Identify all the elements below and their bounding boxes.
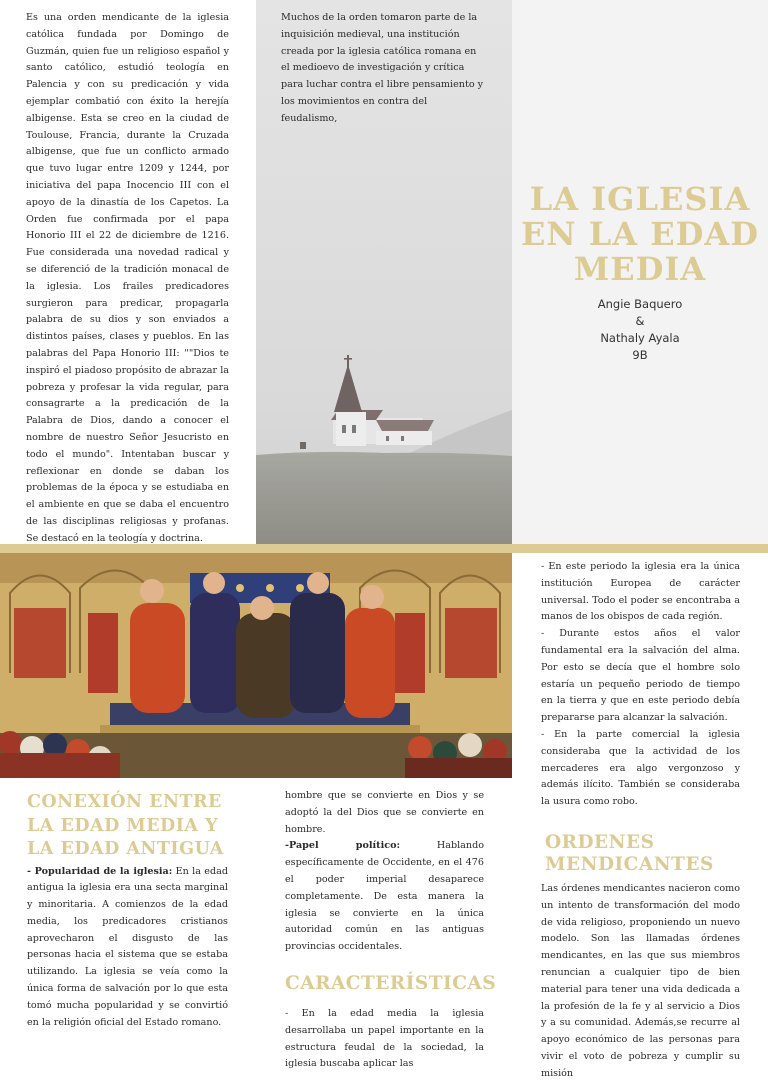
title-line-1: LA IGLESIA <box>529 180 751 218</box>
intro-column <box>0 0 256 544</box>
dominicans-paragraph: Es una orden mendicante de la iglesia católica fundada por Domingo de Guzmán, quien fue un religioso español y santo católico, estudió teología en Palencia y con su predicación y vida ejemplar combatió con éxito la herejía albigense. Esta se creo en la ciudad de Toulouse, Francia, durante la Cruzada albigense, que fue un conflicto armado que tuvo lugar entre 1209 y 1244, por iniciativa del papa Inocencio III con el apoyo de la dinastía de los Capetos. La Orden fue confirmada por el papa Honorio III el 22 de diciembre de 1216. Fue considerada una novedad radical y se diferenció de la tradición monacal de la iglesia. Los frailes predicadores surgieron para predicar, propagarla palabra de su dios y son enviados a distintos países, clases y pueblos. En las palabras del Papa Honorio III: ""Dios te inspiró el piadoso propósito de abrazar la pobreza y profesar la vida regular, para consagrarte a la predicación de la Palabra de Dios, dando a conocer el nombre de nuestro Señor Jesucristo en todo el mundo". Intentaban buscar y reflexionar en donde se daban los problemas de la época y se estudiaba en el ambiente en que se daba el encuentro de las disciplinas religiosas y profanas. Se destacó en la teología y doctrina. <box>26 12 229 544</box>
mendicant-column <box>512 553 768 1079</box>
connection-heading: CONEXIÓN ENTRE LA EDAD MEDIA Y LA EDAD ANTIGUA <box>27 792 224 859</box>
political-body: Hablando específicamente de Occidente, en el 476 el poder imperial desaparece completamente. De esta manera la iglesia se convierte en la única autoridad común en las antiguas provincias occidentales. <box>285 840 484 953</box>
characteristics-heading: CARACTERÍSTICAS <box>285 972 497 994</box>
author-ampersand: & <box>635 314 645 328</box>
political-column <box>256 778 512 1070</box>
characteristics-paragraph: - En la edad media la iglesia desarrollaba un papel importante en la estructura feudal de la sociedad, la iglesia buscaba aplicar las <box>285 1007 484 1070</box>
church-photo-panel <box>256 0 512 544</box>
cover-title <box>512 182 768 287</box>
bullet-soul-salvation: - Durante estos años el valor fundamental era la salvación del alma. Por esto se decía que el hombre solo estaría un pequeño periodo de tiempo en la tierra y que en este periodo debía prepararse para alcanzar la salvación. <box>541 628 740 724</box>
title-line-2: EN LA EDAD <box>521 215 759 253</box>
bullet-universal-institution: - En este periodo la iglesia era la única institución Europea de carácter universal. Todo el poder se encontraba a manos de los obispos de cada región. <box>541 561 740 623</box>
conversion-paragraph: hombre que se convierte en Dios y se adoptó la del Dios que se convierte en hombre. <box>285 790 484 835</box>
bullet-commerce: - En la parte comercial la iglesia consideraba que la actividad de los mercaderes era algo vergonzoso y además ilícito. También se consideraba la usura como robo. <box>541 728 740 808</box>
inquisition-paragraph: Muchos de la orden tomaron parte de la inquisición medieval, una institución creada por la iglesia católica romana en el medioevo de investigación y crítica para luchar contra el libre pensamiento y los movimientos en contra del feudalismo, <box>281 12 484 124</box>
title-line-3: MEDIA <box>573 250 707 288</box>
political-lead: -Papel político: <box>285 840 401 852</box>
popularity-paragraph <box>27 864 228 1032</box>
popularity-body: En la edad antigua la iglesia era una secta marginal y minoritaria. A comienzos de la edad media, los predicadores cristianos aprovecharon el disgusto de las personas hacia el sistema que se estaba utilizando. La iglesia se veía como la única forma de salvación por lo que esta tomó mucha popularidad y se convirtió en la religión oficial del Estado romano. <box>27 865 228 1028</box>
author-2: Nathaly Ayala <box>600 331 680 345</box>
cover-panel <box>512 0 768 544</box>
cover-authors <box>512 296 768 364</box>
connection-column <box>0 778 256 1028</box>
grade-label: 9B <box>632 348 648 362</box>
mendicant-paragraph: Las órdenes mendicantes nacieron como un intento de transformación del modo de vida religioso, proponiendo un nuevo modelo. Son las llamadas órdenes mendicantes, en las que sus miembros renuncian a cualquier tipo de bien material para tener una vida dedicada a la profesión de la fe y al servicio a Dios y a su comunidad. Además,se recurre al apoyo económico de las personas para vivir el voto de pobreza y cumplir su misión <box>541 882 740 1079</box>
gold-divider <box>0 544 768 553</box>
mendicant-heading: ORDENES MENDICANTES <box>545 831 714 876</box>
medieval-painting-image <box>0 553 512 778</box>
author-1: Angie Baquero <box>597 297 683 311</box>
political-paragraph <box>285 838 484 956</box>
popularity-lead: - Popularidad de la iglesia: <box>27 865 173 877</box>
